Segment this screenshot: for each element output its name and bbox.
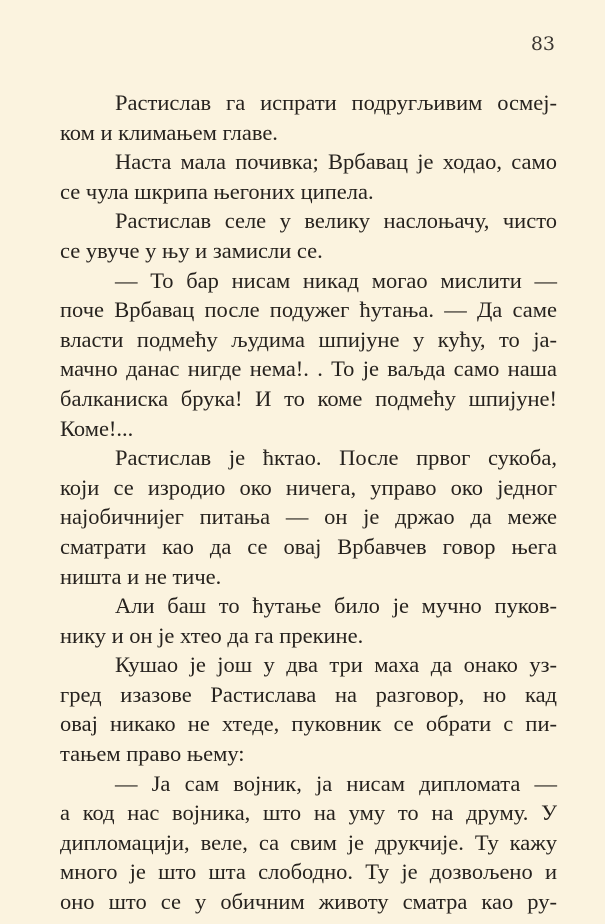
page-number: 83 [530,33,555,55]
text-line: Али баш то ћутање било је мучно пуков- [115,593,557,619]
text-line: сматрати као да се овај Врбавчев говор њега [60,533,557,559]
text-line: ком и климањем главе. [60,119,278,145]
text-line: Коме!... [60,415,134,441]
text-line: власти подмећу људима шпијуне у кућу, то ја- [60,326,557,352]
text-line: оно што се у обичним животу сматра као ру- [60,889,557,915]
text-line: Наста мала почивка; Врбавац је ходао, само [115,149,557,175]
text-line: — То бар нисам никад могао мислити — [115,267,557,293]
text-line: који се изродио око ничега, управо око једног [60,474,557,500]
body-text [60,88,557,917]
text-line: поче Врбавац после подужег ћутања. — Да саме [60,297,557,323]
text-line: нику и он је хтео да га прекине. [60,622,364,648]
text-line: балканиска брука! И то коме подмећу шпијуне! [60,385,557,411]
text-line: а код нас војника, што на уму то на друму. У [60,800,557,826]
text-line: ништа и не тиче. [60,563,222,589]
text-line: мачно данас нигде нема!. . То је ваљда само наша [60,356,557,382]
text-line: овај никако не хтеде, пуковник се обрати с пи- [60,711,557,737]
text-line: Кушао је још у два три маха да онако уз- [115,652,557,678]
text-line: Растислав је ћктао. После првог сукоба, [115,445,557,471]
text-line: дипломацији, веле, са свим је друкчије. Ту кажу [60,829,557,855]
text-line: се увуче у њу и замисли се. [60,237,323,263]
text-line: Растислав га испрати подругљивим осмеј- [115,90,557,115]
text-line: много је што шта слободно. Ту је дозвољено и [60,859,557,885]
text-line: гред изазове Растислава на разговор, но кад [60,681,557,707]
text-line: се чула шкрипа његоних ципела. [60,178,374,204]
text-line: Растислав селе у велику наслоњачу, чисто [115,208,557,234]
text-line: — Ја сам војник, ја нисам дипломата — [115,770,557,796]
text-line: тањем право њему: [60,741,245,767]
text-line: најобичнијег питања — он је држао да меже [60,504,557,530]
